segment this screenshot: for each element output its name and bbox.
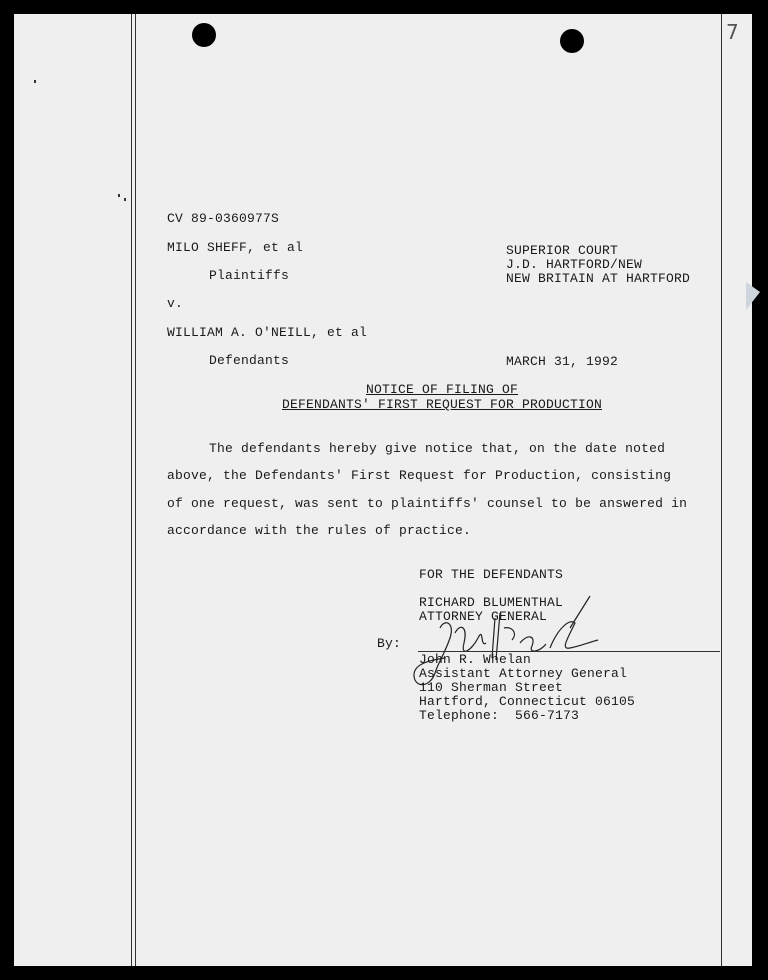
plaintiff-role: Plaintiffs (209, 268, 290, 283)
filing-date: MARCH 31, 1992 (506, 354, 619, 369)
court-line-2: J.D. HARTFORD/NEW (506, 257, 643, 272)
left-margin-rule-2 (135, 14, 136, 966)
by-label: By: (377, 636, 402, 651)
signer-name: John R. Whelan (419, 652, 532, 667)
plaintiff-name: MILO SHEFF, et al (167, 240, 304, 255)
defendant-name: WILLIAM A. O'NEILL, et al (167, 325, 368, 340)
body-line-2: above, the Defendants' First Request for Production, consisting (167, 468, 672, 483)
corner-handwritten-mark: 7 (726, 20, 739, 44)
versus: v. (167, 296, 184, 311)
paper-tab (746, 282, 760, 310)
defendant-role: Defendants (209, 353, 290, 368)
body-line-3: of one request, was sent to plaintiffs' counsel to be answered in (167, 496, 688, 511)
document-title-line-1: NOTICE OF FILING OF (365, 382, 519, 397)
attorney-general-title: ATTORNEY GENERAL (419, 609, 548, 624)
document-title-line-2: DEFENDANTS' FIRST REQUEST FOR PRODUCTION (281, 397, 603, 412)
court-line-3: NEW BRITAIN AT HARTFORD (506, 271, 691, 286)
case-number: CV 89-0360977S (167, 211, 280, 226)
telephone: Telephone: 566-7173 (419, 708, 580, 723)
address-line-1: 110 Sherman Street (419, 680, 564, 695)
scan-speck (124, 198, 126, 201)
body-line-4: accordance with the rules of practice. (167, 523, 472, 538)
address-line-2: Hartford, Connecticut 06105 (419, 694, 636, 709)
court-line-1: SUPERIOR COURT (506, 243, 619, 258)
signer-title: Assistant Attorney General (419, 666, 628, 681)
scan-speck (118, 194, 120, 197)
punch-hole-right (560, 29, 584, 53)
attorney-general-name: RICHARD BLUMENTHAL (419, 595, 564, 610)
scan-speck (34, 80, 36, 83)
for-defendants-label: FOR THE DEFENDANTS (419, 567, 564, 582)
left-margin-rule (131, 14, 132, 966)
punch-hole-left (192, 23, 216, 47)
body-line-1: The defendants hereby give notice that, on the date noted (209, 441, 666, 456)
